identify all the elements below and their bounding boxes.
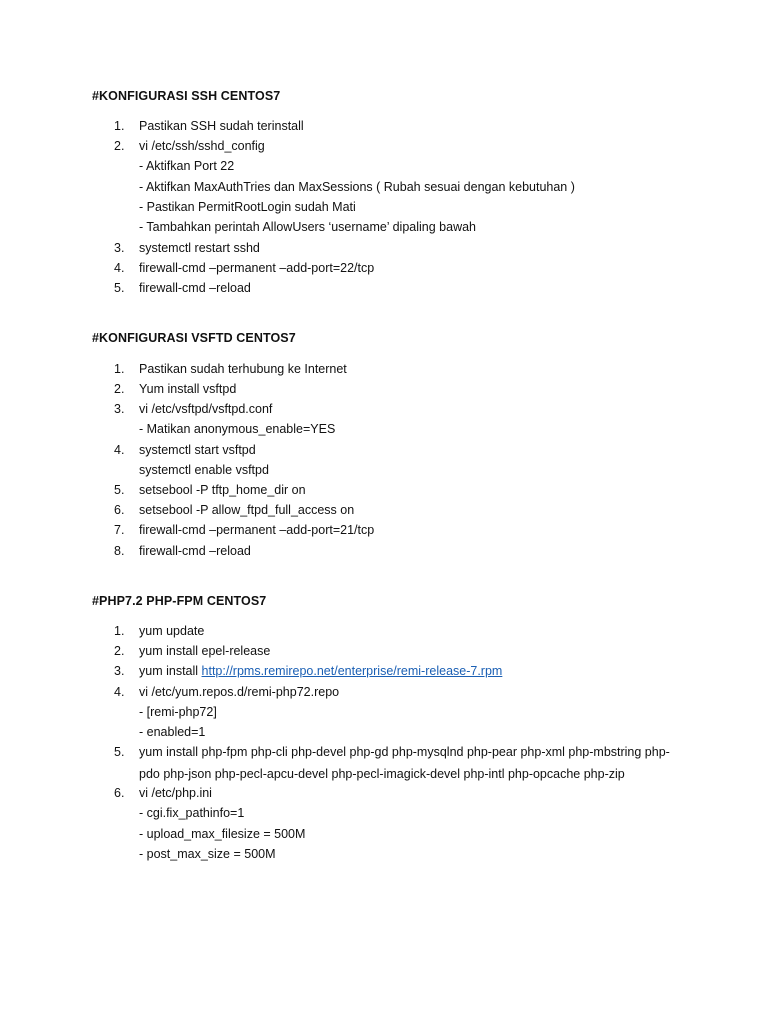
- list-subitem: - cgi.fix_pathinfo=1: [139, 806, 245, 820]
- list-item: vi /etc/php.ini: [139, 786, 212, 800]
- list-item: vi /etc/ssh/sshd_config: [139, 139, 265, 153]
- list-item: systemctl start vsftpd: [139, 443, 256, 457]
- list-item: firewall-cmd –reload: [139, 544, 251, 558]
- list-item: firewall-cmd –reload: [139, 281, 251, 295]
- remi-release-link[interactable]: http://rpms.remirepo.net/enterprise/remi-release-7.rpm: [201, 664, 503, 678]
- list-subitem: - Tambahkan perintah AllowUsers ‘username’ dipaling bawah: [139, 220, 476, 234]
- section-heading-ssh: #KONFIGURASI SSH CENTOS7: [92, 89, 281, 103]
- list-number: 7.: [114, 523, 125, 537]
- list-item: setsebool -P tftp_home_dir on: [139, 483, 306, 497]
- list-subitem: - Aktifkan MaxAuthTries dan MaxSessions ( Rubah sesuai dengan kebutuhan ): [139, 180, 575, 194]
- list-item: Yum install vsftpd: [139, 382, 237, 396]
- list-item-continuation: pdo php-json php-pecl-apcu-devel php-pecl-imagick-devel php-intl php-opcache php-zip: [139, 767, 625, 781]
- list-item: setsebool -P allow_ftpd_full_access on: [139, 503, 355, 517]
- list-item-text: yum install: [139, 664, 202, 678]
- list-number: 4.: [114, 261, 125, 275]
- list-number: 4.: [114, 443, 125, 457]
- list-subitem: - upload_max_filesize = 500M: [139, 827, 306, 841]
- list-item: yum update: [139, 624, 205, 638]
- list-number: 5.: [114, 483, 125, 497]
- list-number: 5.: [114, 281, 125, 295]
- list-item: firewall-cmd –permanent –add-port=22/tcp: [139, 261, 375, 275]
- list-number: 3.: [114, 241, 125, 255]
- list-number: 2.: [114, 644, 125, 658]
- list-number: 3.: [114, 664, 125, 678]
- list-item: yum install php-fpm php-cli php-devel php-gd php-mysqlnd php-pear php-xml php-mbstring php-: [139, 745, 670, 759]
- list-item: Pastikan sudah terhubung ke Internet: [139, 362, 347, 376]
- section-heading-vsftd: #KONFIGURASI VSFTD CENTOS7: [92, 331, 296, 345]
- list-item: vi /etc/yum.repos.d/remi-php72.repo: [139, 685, 340, 699]
- list-number: 8.: [114, 544, 125, 558]
- list-number: 2.: [114, 139, 125, 153]
- list-item: firewall-cmd –permanent –add-port=21/tcp: [139, 523, 375, 537]
- list-number: 4.: [114, 685, 125, 699]
- list-number: 1.: [114, 624, 125, 638]
- list-item: vi /etc/vsftpd/vsftpd.conf: [139, 402, 273, 416]
- list-subitem: - post_max_size = 500M: [139, 847, 276, 861]
- section-heading-php: #PHP7.2 PHP-FPM CENTOS7: [92, 594, 267, 608]
- list-number: 6.: [114, 503, 125, 517]
- list-number: 1.: [114, 362, 125, 376]
- list-subitem: - [remi-php72]: [139, 705, 217, 719]
- list-number: 1.: [114, 119, 125, 133]
- list-item: yum install epel-release: [139, 644, 271, 658]
- list-subitem: - Pastikan PermitRootLogin sudah Mati: [139, 200, 356, 214]
- list-subitem: - Aktifkan Port 22: [139, 159, 235, 173]
- list-item: [139, 663, 502, 679]
- list-subitem: systemctl enable vsftpd: [139, 463, 269, 477]
- list-item: Pastikan SSH sudah terinstall: [139, 119, 304, 133]
- list-number: 2.: [114, 382, 125, 396]
- list-item: systemctl restart sshd: [139, 241, 260, 255]
- list-subitem: - Matikan anonymous_enable=YES: [139, 422, 336, 436]
- list-number: 5.: [114, 745, 125, 759]
- list-number: 3.: [114, 402, 125, 416]
- list-subitem: - enabled=1: [139, 725, 206, 739]
- list-number: 6.: [114, 786, 125, 800]
